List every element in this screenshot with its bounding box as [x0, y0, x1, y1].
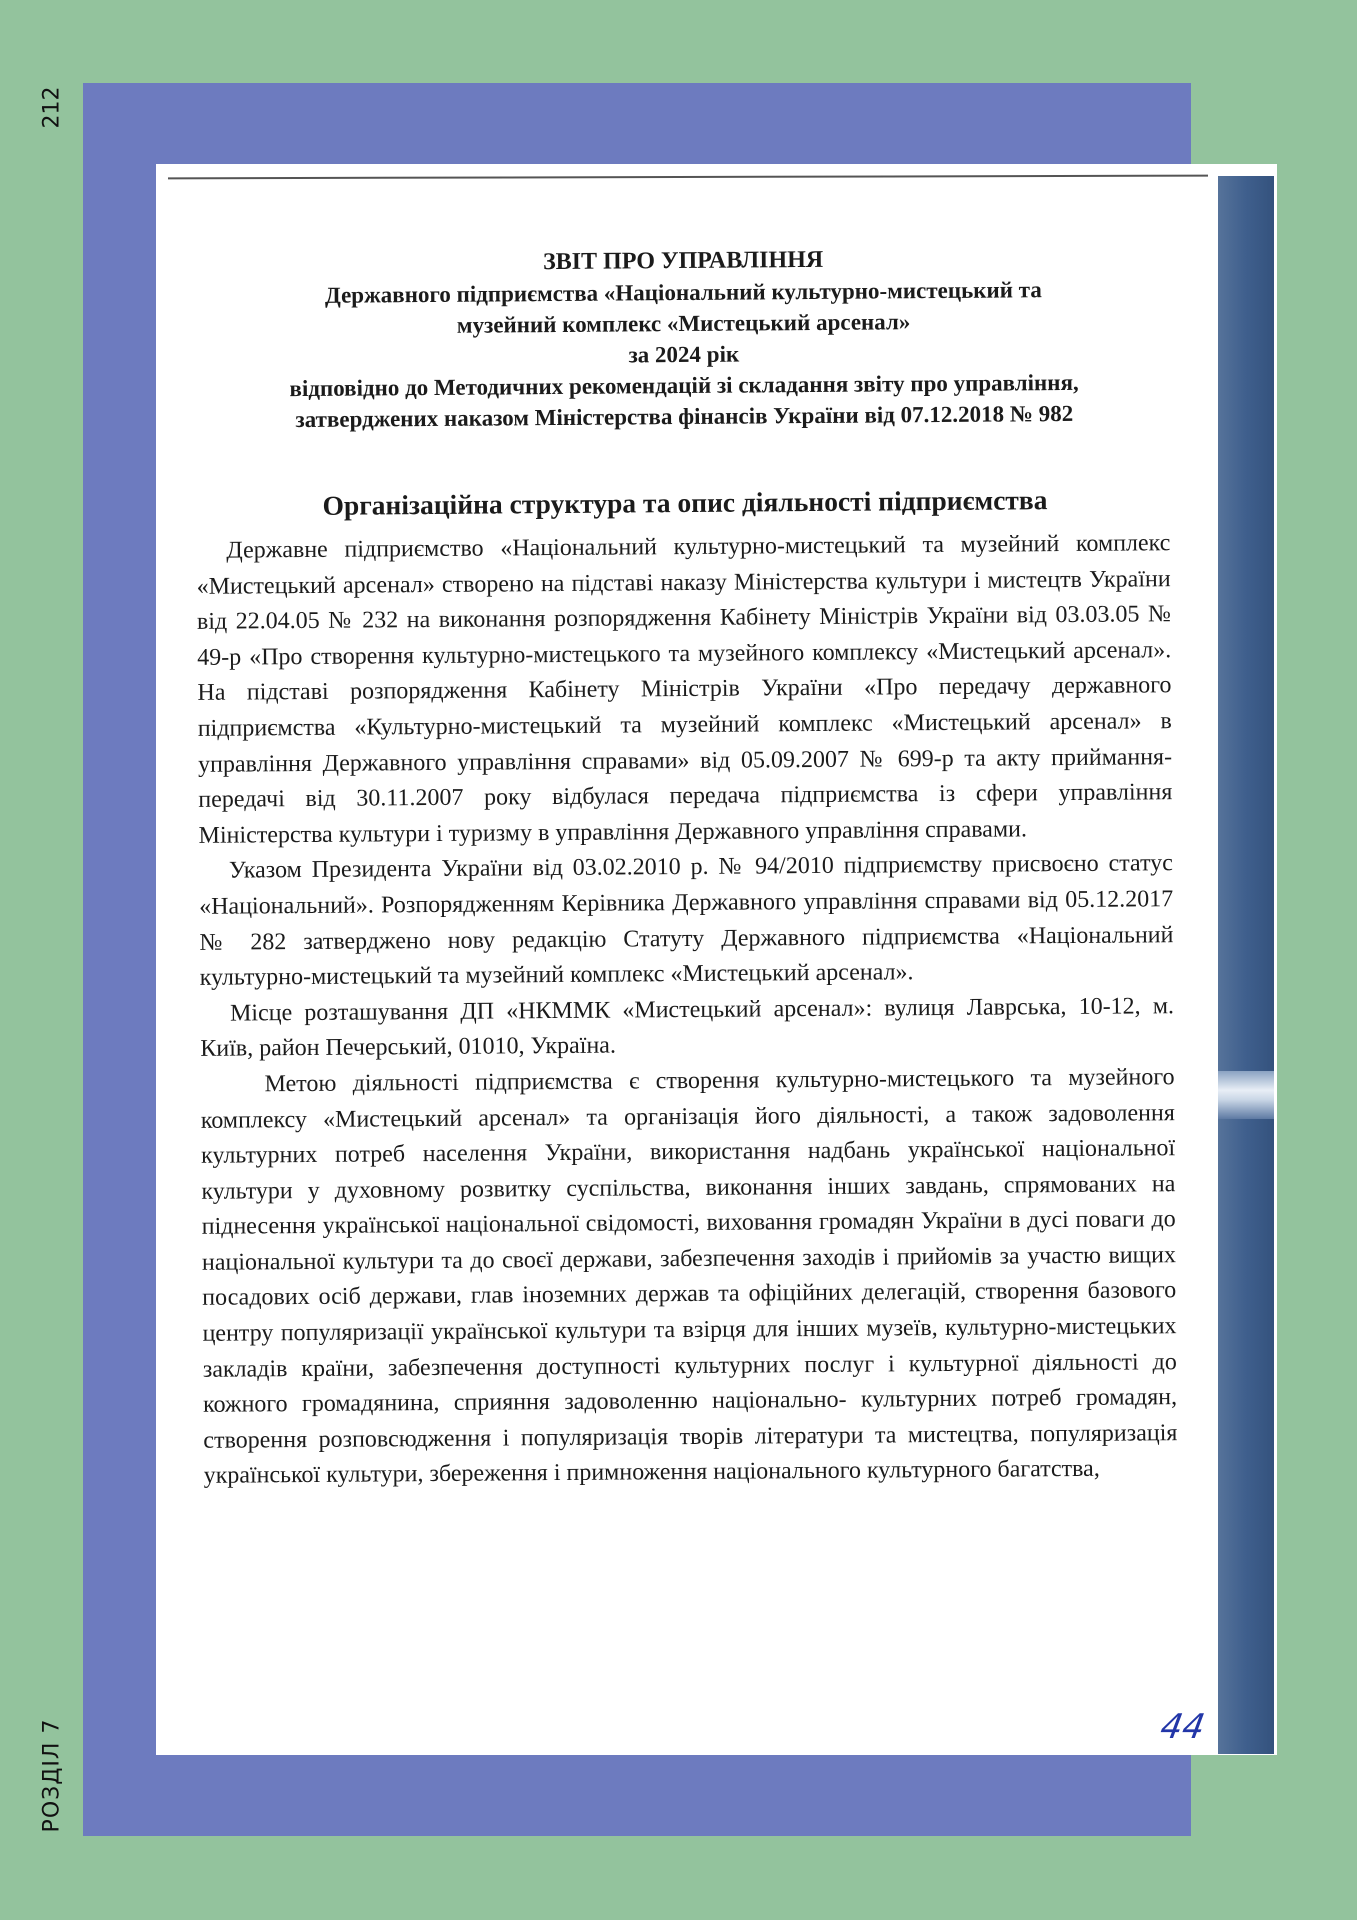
paragraph: Державне підприємство «Національний культурно-мистецький та музейний комплекс «Мистецький арсенал» створено на підставі наказу Міністерства культури і мистецтв України від 22.04.05 № 232 на виконання розпорядження Кабінету Міністрів України від 03.03.05 № 49-р «Про створення культурно-мистецького та музейного комплексу «Мистецький арсенал». На підставі розпорядження Кабінету Міністрів України «Про передачу державного підприємства «Культурно-мистецький та музейний комплекс «Мистецький арсенал» в управління Державного управління справами» від 05.09.2007 № 699-р та акту приймання-передачі від 30.11.2007 року відбулася передача підприємства із сфери управління Міністерства культури і туризму в управління Державного управління справами. [196, 530, 1173, 849]
report-header-line: Державного підприємства «Національний культурно-мистецький та [324, 277, 1042, 308]
report-title: ЗВІТ ПРО УПРАВЛІННЯ [542, 246, 824, 276]
binding-strip [1218, 176, 1274, 1754]
binding-tear [1218, 1071, 1274, 1119]
report-year: за 2024 рік [628, 341, 740, 368]
scan-edge-line [168, 175, 1208, 180]
handwritten-page-number: 44 [1157, 1707, 1208, 1747]
paragraph: Указом Президента України від 03.02.2010 р. № 94/2010 підприємству присвоєно статус «Національний». Розпорядженням Керівника Державного управління справами від 05.12.2017 № 282 затверджено нову редакцію Статуту Державного підприємства «Національний культурно-мистецький та музейний комплекс «Мистецький арсенал». [199, 850, 1174, 991]
report-header-line: затверджених наказом Міністерства фінансів України від 07.12.2018 № 982 [295, 400, 1074, 433]
paragraph: Місце розташування ДП «НКММК «Мистецький арсенал»: вулиця Лаврська, 10-12, м. Київ, район Печерський, 01010, Україна. [200, 992, 1175, 1063]
page-frame [83, 83, 1208, 1836]
section-title: Організаційна структура та опис діяльності підприємства [322, 484, 1048, 521]
scanned-page [156, 164, 1277, 1755]
page-number: 212 [39, 86, 65, 128]
body-text [196, 526, 1182, 1495]
report-header-line: музейний комплекс «Мистецький арсенал» [456, 309, 911, 338]
report-header-line: відповідно до Методичних рекомендацій зі складання звіту про управління, [289, 369, 1079, 402]
section-label: РОЗДІЛ 7 [39, 1718, 65, 1832]
document-body [194, 242, 1182, 1495]
paragraph: Метою діяльності підприємства є створення культурно-мистецького та музейного комплексу «Мистецький арсенал» та організація його діяльності, а також задоволення культурних потреб населення України, використання надбань української національної культури у духовному розвитку суспільства, виконання інших завдань, спрямованих на піднесення української національної свідомості, виховання громадян України в дусі поваги до національної культури та до своєї держави, забезпечення заходів і прийомів за участю вищих посадових осіб держави, глав іноземних держав та офіційних делегацій, створення базового центру популяризації української культури та взірця для інших музеїв, культурно-мистецьких закладів країни, забезпечення доступності культурних послуг і культурної діяльності до кожного громадянина, сприяння задоволенню національно- культурних потреб громадян, створення розповсюдження і популяризація творів літератури та мистецтва, популяризація української культури, збереження і примноження національного культурного багатства, [200, 1064, 1178, 1490]
